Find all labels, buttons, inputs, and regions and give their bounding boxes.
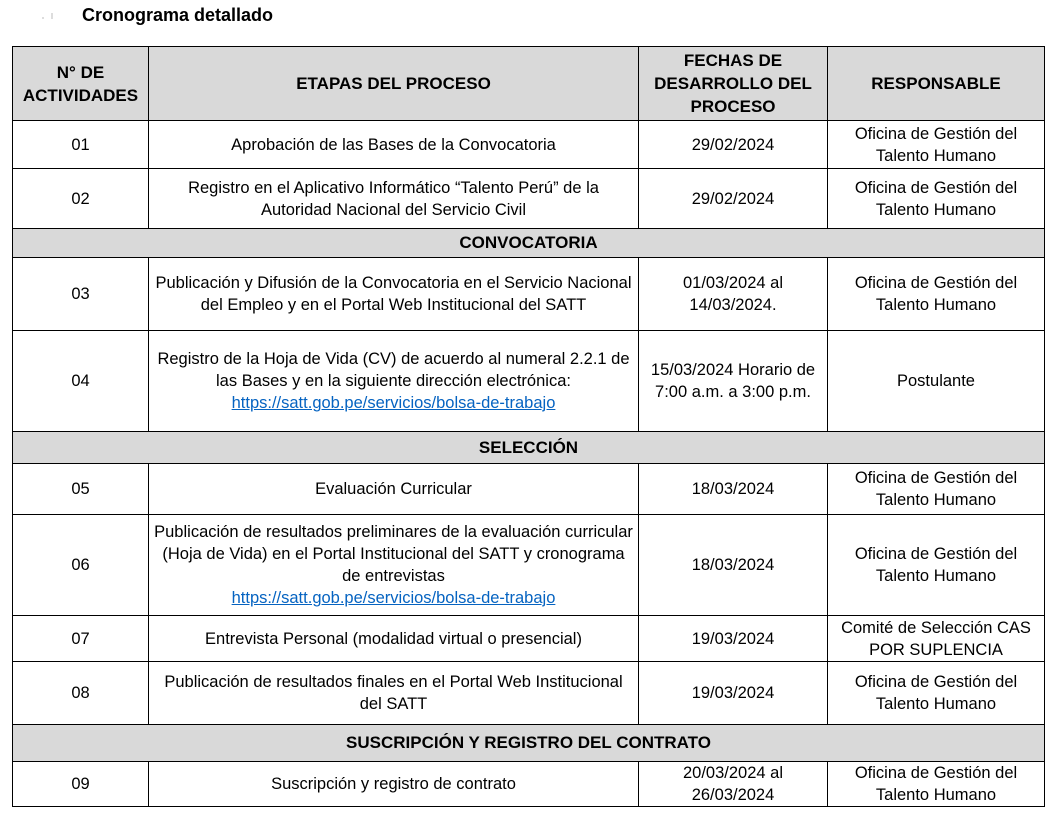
bullet-mark-icon	[40, 12, 60, 20]
activity-dates: 29/02/2024	[639, 121, 828, 169]
activity-dates: 18/03/2024	[639, 464, 828, 515]
activity-stage: Registro de la Hoja de Vida (CV) de acuerdo al numeral 2.2.1 de las Bases y en la siguiente dirección electrónica:	[157, 350, 630, 390]
document-title: Cronograma detallado	[82, 5, 274, 25]
table-row	[13, 331, 1045, 432]
activity-responsible: Oficina de Gestión del Talento Humano	[828, 662, 1045, 725]
activity-dates: 01/03/2024 al 14/03/2024.	[639, 258, 828, 331]
header-process-dates: FECHAS DE DESARROLLO DEL PROCESO	[639, 47, 828, 121]
activity-dates: 18/03/2024	[639, 515, 828, 616]
activity-stage: Entrevista Personal (modalidad virtual o presencial)	[149, 616, 639, 662]
table-row	[13, 464, 1045, 515]
activity-number: 08	[13, 662, 149, 725]
section-title-seleccion: SELECCIÓN	[13, 432, 1045, 464]
activity-number: 02	[13, 169, 149, 229]
activity-number: 07	[13, 616, 149, 662]
activity-dates: 29/02/2024	[639, 169, 828, 229]
activity-stage: Evaluación Curricular	[149, 464, 639, 515]
table-row	[13, 515, 1045, 616]
header-responsible: RESPONSABLE	[828, 47, 1045, 121]
job-board-link[interactable]: https://satt.gob.pe/servicios/bolsa-de-trabajo	[231, 394, 556, 412]
activity-dates: 19/03/2024	[639, 616, 828, 662]
activity-number: 01	[13, 121, 149, 169]
activity-stage: Publicación de resultados preliminares de la evaluación curricular (Hoja de Vida) en el Portal Institucional del SATT y cronograma de entrevistas	[154, 523, 633, 585]
activity-responsible: Oficina de Gestión del Talento Humano	[828, 515, 1045, 616]
table-row	[13, 762, 1045, 807]
activity-responsible: Postulante	[828, 331, 1045, 432]
activity-stage: Registro en el Aplicativo Informático “Talento Perú” de la Autoridad Nacional del Servicio Civil	[149, 169, 639, 229]
table-row	[13, 258, 1045, 331]
activity-responsible: Oficina de Gestión del Talento Humano	[828, 258, 1045, 331]
schedule-table	[12, 46, 1045, 807]
section-row	[13, 432, 1045, 464]
activity-responsible: Oficina de Gestión del Talento Humano	[828, 762, 1045, 807]
activity-number: 05	[13, 464, 149, 515]
table-header-row	[13, 47, 1045, 121]
activity-stage: Publicación y Difusión de la Convocatoria en el Servicio Nacional del Empleo y en el Portal Web Institucional del SATT	[149, 258, 639, 331]
activity-responsible: Oficina de Gestión del Talento Humano	[828, 121, 1045, 169]
section-row	[13, 229, 1045, 258]
activity-stage-cell	[149, 515, 639, 616]
activity-dates: 20/03/2024 al 26/03/2024	[639, 762, 828, 807]
activity-stage: Suscripción y registro de contrato	[149, 762, 639, 807]
table-row	[13, 616, 1045, 662]
activity-responsible: Oficina de Gestión del Talento Humano	[828, 464, 1045, 515]
activity-number: 09	[13, 762, 149, 807]
activity-stage-cell	[149, 331, 639, 432]
header-process-stages: ETAPAS DEL PROCESO	[149, 47, 639, 121]
table-row	[13, 121, 1045, 169]
section-row	[13, 725, 1045, 762]
activity-number: 03	[13, 258, 149, 331]
activity-responsible: Comité de Selección CAS POR SUPLENCIA	[828, 616, 1045, 662]
activity-stage: Aprobación de las Bases de la Convocatoria	[149, 121, 639, 169]
activity-number: 06	[13, 515, 149, 616]
job-board-link[interactable]: https://satt.gob.pe/servicios/bolsa-de-trabajo	[231, 589, 556, 607]
activity-number: 04	[13, 331, 149, 432]
table-row	[13, 662, 1045, 725]
table-row	[13, 169, 1045, 229]
section-title-suscripcion: SUSCRIPCIÓN Y REGISTRO DEL CONTRATO	[13, 725, 1045, 762]
activity-stage: Publicación de resultados finales en el Portal Web Institucional del SATT	[149, 662, 639, 725]
activity-dates: 15/03/2024 Horario de 7:00 a.m. a 3:00 p.m.	[639, 331, 828, 432]
section-title-convocatoria: CONVOCATORIA	[13, 229, 1045, 258]
activity-responsible: Oficina de Gestión del Talento Humano	[828, 169, 1045, 229]
header-activity-number: N° DE ACTIVIDADES	[13, 47, 149, 121]
activity-dates: 19/03/2024	[639, 662, 828, 725]
